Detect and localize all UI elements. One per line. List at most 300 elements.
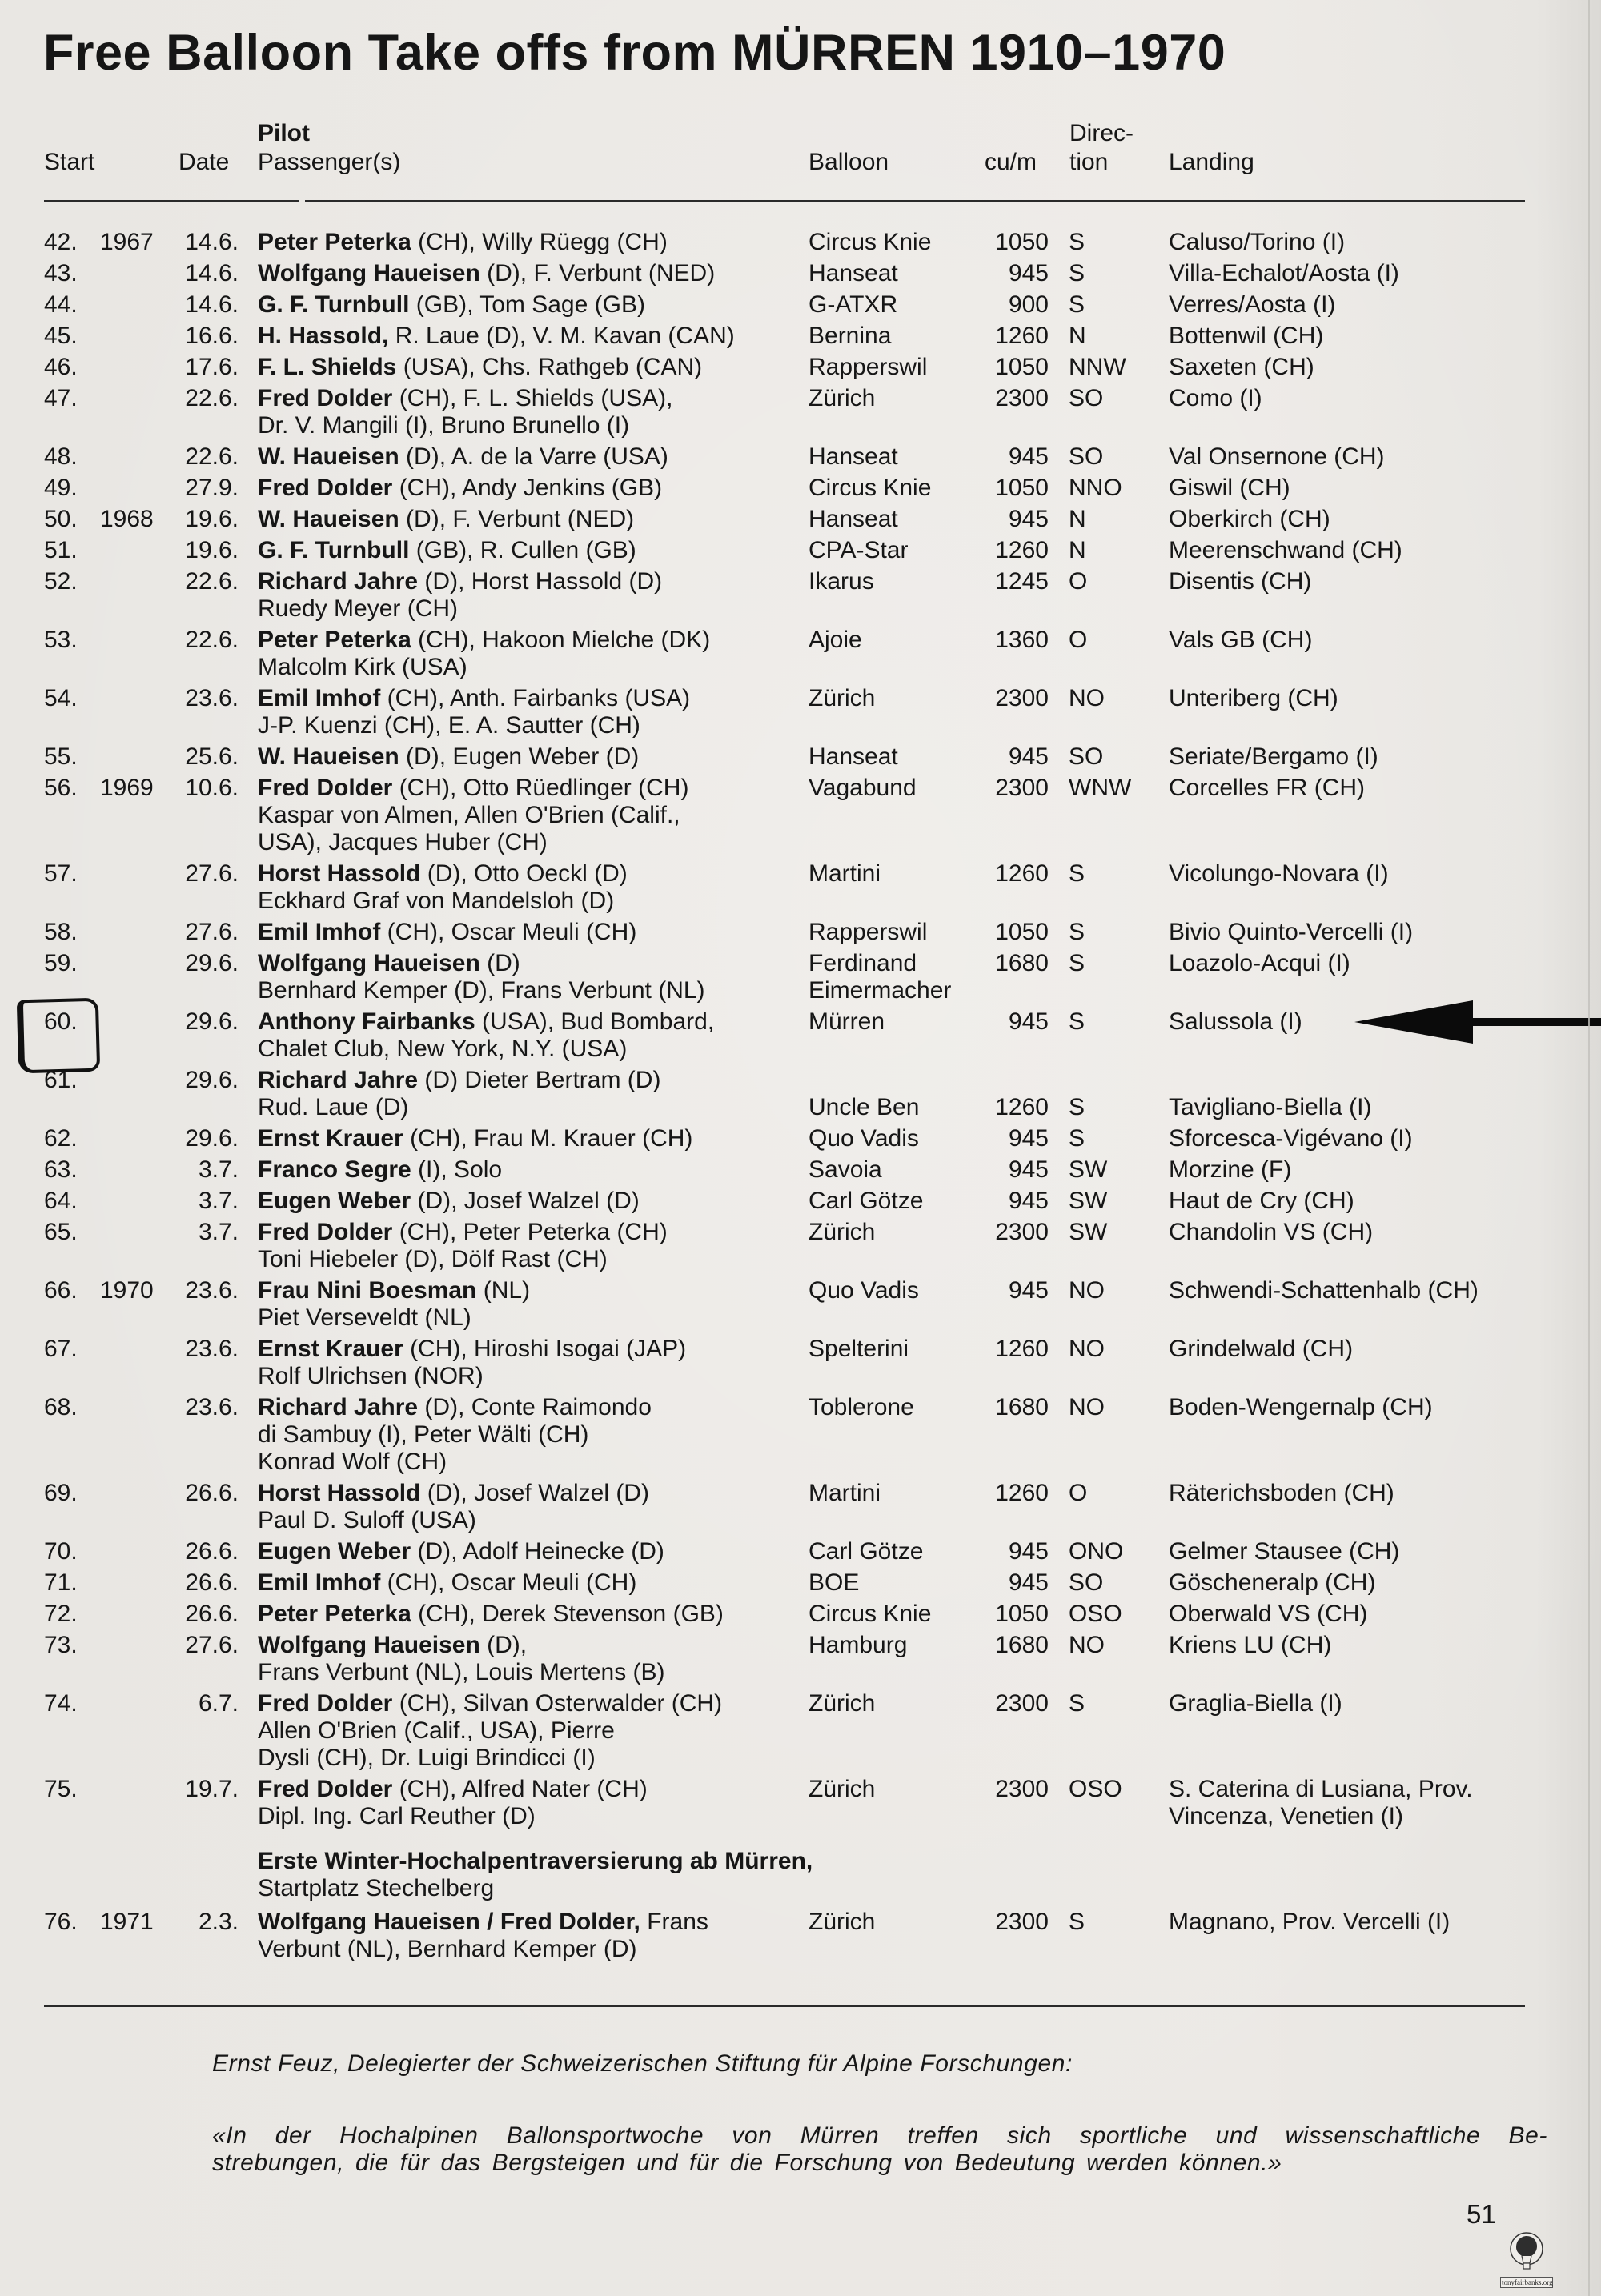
- pilot-cell: [239, 1188, 809, 1215]
- pilot-line: G. F. Turnbull (GB), R. Cullen (GB): [258, 537, 636, 563]
- pilot-line: Ernst Krauer (CH), Frau M. Krauer (CH): [258, 1125, 693, 1152]
- landing-cell: [1169, 775, 1559, 856]
- row-number: 73.: [44, 1632, 78, 1658]
- pilot-name: Fred Dolder: [258, 1219, 393, 1245]
- footer-rule: [44, 2005, 1525, 2007]
- row-year: [100, 1188, 160, 1215]
- balloon-cell: [809, 229, 969, 256]
- pilot-line: Dr. V. Mangili (I), Bruno Brunello (I): [258, 412, 630, 439]
- text-line: Sforcesca-Vigévano (I): [1169, 1125, 1413, 1152]
- balloon-cell: [809, 1067, 969, 1121]
- text-line: Hanseat: [809, 443, 898, 470]
- row-year: [100, 1067, 160, 1121]
- text-line: Saxeten (CH): [1169, 354, 1314, 380]
- balloon-cell: [809, 1601, 969, 1628]
- landing-cell: [1169, 1601, 1559, 1628]
- pilot-line: Wolfgang Haueisen (D): [258, 950, 520, 976]
- pilot-name: Richard Jahre: [258, 1394, 419, 1420]
- pilot-cell: [239, 1219, 809, 1273]
- row-number: 53.: [44, 627, 78, 653]
- balloon-cell: [809, 1632, 969, 1686]
- landing-cell: [1169, 1690, 1559, 1772]
- row-date: 27.6.: [185, 860, 239, 887]
- row-date: 26.6.: [185, 1538, 239, 1565]
- pilot-name: W. Haueisen: [258, 506, 399, 532]
- landing-cell: [1169, 1394, 1559, 1476]
- row-year: [100, 1008, 160, 1063]
- row-number: 43.: [44, 260, 78, 286]
- pilot-line: USA), Jacques Huber (CH): [258, 829, 548, 855]
- row-number: 65.: [44, 1219, 78, 1245]
- text-line: Räterichsboden (CH): [1169, 1480, 1394, 1506]
- balloon-cell: [809, 506, 969, 533]
- table-row: [0, 1538, 1601, 1565]
- cum-cell: 945: [1008, 1125, 1049, 1152]
- row-year: [100, 1336, 160, 1390]
- cum-cell: 1050: [995, 354, 1049, 380]
- text-line: Zürich: [809, 385, 876, 411]
- landing-cell: [1169, 1569, 1559, 1597]
- direction-cell: SO: [1069, 385, 1104, 411]
- row-year: 1968: [100, 506, 154, 532]
- row-year: [100, 1776, 160, 1830]
- table-row: [0, 685, 1601, 739]
- cum-cell: 1050: [995, 1601, 1049, 1627]
- balloon-cell: [809, 443, 969, 471]
- table-row: [0, 627, 1601, 681]
- column-header-passengers: Passenger(s): [258, 149, 401, 175]
- note-regular-text: Startplatz Stechelberg: [258, 1875, 495, 1901]
- pilot-cell: [239, 291, 809, 319]
- direction-cell: OSO: [1069, 1601, 1122, 1627]
- direction-cell: O: [1069, 568, 1088, 595]
- landing-cell: [1169, 860, 1559, 915]
- row-number: 68.: [44, 1394, 78, 1420]
- pilot-cell: [239, 1336, 809, 1390]
- text-line: Val Onsernone (CH): [1169, 443, 1385, 470]
- row-date: 3.7.: [198, 1156, 239, 1183]
- pilot-line: Fred Dolder (CH), F. L. Shields (USA),: [258, 385, 673, 411]
- flight-table: [0, 229, 1601, 1963]
- table-row: [0, 860, 1601, 915]
- cum-cell: 900: [1008, 291, 1049, 318]
- text-line: Disentis (CH): [1169, 568, 1312, 595]
- cum-cell: 945: [1008, 743, 1049, 770]
- text-line: Hanseat: [809, 506, 898, 532]
- text-line: Magnano, Prov. Vercelli (I): [1169, 1909, 1451, 1935]
- table-row: [0, 1219, 1601, 1273]
- cum-cell: 1680: [995, 1394, 1049, 1420]
- row-year: [100, 685, 160, 739]
- row-number: 70.: [44, 1538, 78, 1565]
- row-number: 49.: [44, 475, 78, 501]
- row-number: 76.: [44, 1909, 78, 1935]
- pilot-line: Wolfgang Haueisen / Fred Dolder, Frans: [258, 1909, 708, 1935]
- pilot-line: Peter Peterka (CH), Hakoon Mielche (DK): [258, 627, 711, 653]
- pilot-name: Wolfgang Haueisen / Fred Dolder,: [258, 1909, 640, 1935]
- row-year: [100, 1690, 160, 1772]
- balloon-cell: [809, 260, 969, 287]
- pilot-line: Bernhard Kemper (D), Frans Verbunt (NL): [258, 977, 705, 1004]
- text-line: S. Caterina di Lusiana, Prov.: [1169, 1776, 1473, 1802]
- pilot-cell: [239, 860, 809, 915]
- pilot-cell: [239, 1909, 809, 1963]
- text-line: Oberkirch (CH): [1169, 506, 1330, 532]
- row-number: 42.: [44, 229, 78, 255]
- pilot-line: Franco Segre (I), Solo: [258, 1156, 503, 1183]
- row-year: 1969: [100, 775, 154, 801]
- direction-cell: S: [1069, 1008, 1085, 1035]
- row-date: 22.6.: [185, 568, 239, 595]
- table-row: [0, 385, 1601, 439]
- cum-cell: 945: [1008, 1008, 1049, 1035]
- landing-cell: [1169, 385, 1559, 439]
- cum-cell: 945: [1008, 1156, 1049, 1183]
- row-number: 71.: [44, 1569, 78, 1596]
- landing-cell: [1169, 260, 1559, 287]
- text-line: Verres/Aosta (I): [1169, 291, 1336, 318]
- balloon-cell: [809, 950, 969, 1004]
- direction-cell: SW: [1069, 1219, 1108, 1245]
- direction-cell: NNO: [1069, 475, 1122, 501]
- pilot-cell: [239, 443, 809, 471]
- pilot-line: Paul D. Suloff (USA): [258, 1507, 476, 1533]
- page-number: 51: [1467, 2199, 1496, 2229]
- column-header-start: Start: [44, 149, 95, 175]
- pilot-line: Horst Hassold (D), Josef Walzel (D): [258, 1480, 649, 1506]
- row-year: [100, 950, 160, 1004]
- text-line: Martini: [809, 1480, 881, 1506]
- row-date: 14.6.: [185, 260, 239, 286]
- text-line: Circus Knie: [809, 1601, 932, 1627]
- pilot-name: Eugen Weber: [258, 1188, 411, 1214]
- table-row: [0, 1394, 1601, 1476]
- direction-cell: S: [1069, 1125, 1085, 1152]
- landing-cell: [1169, 1336, 1559, 1390]
- table-row: [0, 1067, 1601, 1121]
- text-line: Boden-Wengernalp (CH): [1169, 1394, 1433, 1420]
- column-header-landing: Landing: [1169, 149, 1254, 175]
- cum-cell: 2300: [995, 1690, 1049, 1717]
- pilot-line: Richard Jahre (D) Dieter Bertram (D): [258, 1067, 661, 1093]
- direction-cell: S: [1069, 229, 1085, 255]
- pilot-cell: [239, 260, 809, 287]
- table-row: [0, 1008, 1601, 1063]
- pilot-line: W. Haueisen (D), A. de la Varre (USA): [258, 443, 668, 470]
- pilot-name: Emil Imhof: [258, 1569, 381, 1596]
- pilot-cell: [239, 743, 809, 771]
- table-row: [0, 568, 1601, 623]
- pilot-line: Emil Imhof (CH), Anth. Fairbanks (USA): [258, 685, 691, 711]
- pilot-line: Richard Jahre (D), Horst Hassold (D): [258, 568, 663, 595]
- pilot-line: Fred Dolder (CH), Alfred Nater (CH): [258, 1776, 648, 1802]
- text-line: Unteriberg (CH): [1169, 685, 1338, 711]
- pilot-name: F. L. Shields: [258, 354, 397, 380]
- pilot-line: Fred Dolder (CH), Peter Peterka (CH): [258, 1219, 668, 1245]
- row-year: [100, 1632, 160, 1686]
- text-line: Circus Knie: [809, 475, 932, 501]
- direction-cell: S: [1069, 1690, 1085, 1717]
- pilot-name: Ernst Krauer: [258, 1336, 403, 1362]
- row-year: [100, 1219, 160, 1273]
- pilot-name: Peter Peterka: [258, 1601, 411, 1627]
- landing-cell: [1169, 1632, 1559, 1686]
- direction-cell: NO: [1069, 1336, 1105, 1362]
- row-date: 14.6.: [185, 291, 239, 318]
- pilot-line: Fred Dolder (CH), Otto Rüedlinger (CH): [258, 775, 689, 801]
- direction-cell: S: [1069, 260, 1085, 286]
- table-row: [0, 919, 1601, 946]
- balloon-cell: [809, 1480, 969, 1534]
- balloon-cell: [809, 1776, 969, 1830]
- pilot-line: Emil Imhof (CH), Oscar Meuli (CH): [258, 919, 637, 945]
- pilot-line: Rolf Ulrichsen (NOR): [258, 1363, 484, 1389]
- text-line: Eimermacher: [809, 977, 952, 1004]
- pilot-cell: [239, 1156, 809, 1184]
- text-line: Zürich: [809, 685, 876, 711]
- direction-cell: S: [1069, 860, 1085, 887]
- row-date: 26.6.: [185, 1601, 239, 1627]
- cum-cell: 1050: [995, 475, 1049, 501]
- cum-cell: 1260: [995, 1480, 1049, 1506]
- pilot-cell: [239, 323, 809, 350]
- pilot-line: Fred Dolder (CH), Silvan Osterwalder (CH): [258, 1690, 723, 1717]
- balloon-cell: [809, 1690, 969, 1772]
- landing-cell: [1169, 443, 1559, 471]
- row-number: 63.: [44, 1156, 78, 1183]
- row-number: 47.: [44, 385, 78, 411]
- pilot-name: G. F. Turnbull: [258, 537, 410, 563]
- cum-cell: 1680: [995, 950, 1049, 976]
- row-year: [100, 260, 160, 287]
- pilot-name: Horst Hassold: [258, 1480, 421, 1506]
- row-year: [100, 475, 160, 502]
- landing-cell: [1169, 950, 1559, 1004]
- cum-cell: 1260: [995, 1094, 1049, 1120]
- row-date: 26.6.: [185, 1569, 239, 1596]
- row-number: 51.: [44, 537, 78, 563]
- table-row: [0, 323, 1601, 350]
- pilot-cell: [239, 506, 809, 533]
- pilot-line: Wolfgang Haueisen (D), F. Verbunt (NED): [258, 260, 716, 286]
- landing-cell: [1169, 1067, 1559, 1121]
- text-line: Spelterini: [809, 1336, 909, 1362]
- direction-cell: OSO: [1069, 1776, 1122, 1802]
- table-row: [0, 1632, 1601, 1686]
- text-line: Zürich: [809, 1219, 876, 1245]
- cum-cell: 1245: [995, 568, 1049, 595]
- text-line: Bivio Quinto-Vercelli (I): [1169, 919, 1414, 945]
- footer-quote: [212, 2122, 1547, 2177]
- pilot-line: H. Hassold, R. Laue (D), V. M. Kavan (CAN): [258, 323, 735, 349]
- table-row: [0, 950, 1601, 1004]
- cum-cell: 1360: [995, 627, 1049, 653]
- row-year: [100, 919, 160, 946]
- pilot-cell: [239, 1277, 809, 1332]
- header-rule-right: [305, 200, 1525, 202]
- pilot-name: Peter Peterka: [258, 229, 411, 255]
- text-line: BOE: [809, 1569, 860, 1596]
- text-line: Savoia: [809, 1156, 882, 1183]
- table-row: [0, 537, 1601, 564]
- landing-cell: [1169, 627, 1559, 681]
- pilot-name: Frau Nini Boesman: [258, 1277, 477, 1304]
- row-year: [100, 1480, 160, 1534]
- row-number: 60.: [44, 1008, 78, 1035]
- cum-cell: 1050: [995, 229, 1049, 255]
- text-line: Quo Vadis: [809, 1125, 919, 1152]
- pilot-name: Emil Imhof: [258, 685, 381, 711]
- text-line: Zürich: [809, 1776, 876, 1802]
- text-line: [809, 1067, 969, 1094]
- row-date: 29.6.: [185, 1067, 239, 1093]
- landing-cell: [1169, 919, 1559, 946]
- pilot-line: Richard Jahre (D), Conte Raimondo: [258, 1394, 652, 1420]
- landing-cell: [1169, 743, 1559, 771]
- table-row: [0, 1156, 1601, 1184]
- text-line: Mürren: [809, 1008, 885, 1035]
- pilot-line: Emil Imhof (CH), Oscar Meuli (CH): [258, 1569, 637, 1596]
- pilot-line: Verbunt (NL), Bernhard Kemper (D): [258, 1936, 637, 1962]
- pilot-line: J-P. Kuenzi (CH), E. A. Sautter (CH): [258, 712, 640, 739]
- pilot-line: Allen O'Brien (Calif., USA), Pierre: [258, 1717, 615, 1744]
- balloon-stamp: [1500, 2231, 1553, 2288]
- cum-cell: 2300: [995, 1776, 1049, 1802]
- row-number: 72.: [44, 1601, 78, 1627]
- text-line: Gelmer Stausee (CH): [1169, 1538, 1400, 1565]
- landing-cell: [1169, 229, 1559, 256]
- cum-cell: 1680: [995, 1632, 1049, 1658]
- balloon-cell: [809, 1008, 969, 1063]
- pilot-line: Toni Hiebeler (D), Dölf Rast (CH): [258, 1246, 608, 1272]
- balloon-cell: [809, 1909, 969, 1963]
- row-date: 29.6.: [185, 1125, 239, 1152]
- column-header-direction-line2: tion: [1069, 149, 1109, 175]
- balloon-cell: [809, 385, 969, 439]
- row-date: 3.7.: [198, 1188, 239, 1214]
- landing-cell: [1169, 568, 1559, 623]
- pilot-name: H. Hassold,: [258, 323, 389, 349]
- row-year: [100, 1156, 160, 1184]
- balloon-cell: [809, 775, 969, 856]
- note-bold-text: Erste Winter-Hochalpentraversierung ab Mürren,: [258, 1848, 813, 1874]
- pilot-cell: [239, 475, 809, 502]
- text-line: Göscheneralp (CH): [1169, 1569, 1376, 1596]
- text-line: Caluso/Torino (I): [1169, 229, 1346, 255]
- pilot-cell: [239, 1480, 809, 1534]
- row-year: [100, 627, 160, 681]
- row-year: 1967: [100, 229, 154, 255]
- pilot-name: Wolfgang Haueisen: [258, 950, 480, 976]
- table-row: [0, 443, 1601, 471]
- text-line: Ferdinand: [809, 950, 917, 976]
- text-line: Vicolungo-Novara (I): [1169, 860, 1389, 887]
- cum-cell: 1260: [995, 323, 1049, 349]
- pilot-cell: [239, 1008, 809, 1063]
- pilot-line: Fred Dolder (CH), Andy Jenkins (GB): [258, 475, 663, 501]
- row-number: 55.: [44, 743, 78, 770]
- direction-cell: NO: [1069, 1277, 1105, 1304]
- row-number: 75.: [44, 1776, 78, 1802]
- pilot-cell: [239, 685, 809, 739]
- row-year: [100, 385, 160, 439]
- pilot-cell: [239, 1125, 809, 1152]
- landing-cell: [1169, 1219, 1559, 1273]
- row-number: 69.: [44, 1480, 78, 1506]
- pilot-name: Wolfgang Haueisen: [258, 1632, 480, 1658]
- direction-cell: S: [1069, 1909, 1085, 1935]
- row-number: 67.: [44, 1336, 78, 1362]
- pilot-line: Kaspar von Almen, Allen O'Brien (Calif.,: [258, 802, 680, 828]
- table-row: [0, 475, 1601, 502]
- balloon-cell: [809, 537, 969, 564]
- balloon-cell: [809, 919, 969, 946]
- pilot-name: Eugen Weber: [258, 1538, 411, 1565]
- cum-cell: 945: [1008, 1188, 1049, 1214]
- pilot-name: Fred Dolder: [258, 1776, 393, 1802]
- text-line: Hanseat: [809, 743, 898, 770]
- pilot-line: Piet Verseveldt (NL): [258, 1304, 471, 1331]
- pilot-line: W. Haueisen (D), Eugen Weber (D): [258, 743, 640, 770]
- pilot-cell: [239, 1690, 809, 1772]
- row-year: [100, 537, 160, 564]
- cum-cell: 2300: [995, 775, 1049, 801]
- text-line: Hamburg: [809, 1632, 908, 1658]
- balloon-cell: [809, 1125, 969, 1152]
- pilot-cell: [239, 385, 809, 439]
- pilot-name: Peter Peterka: [258, 627, 411, 653]
- table-row: [0, 291, 1601, 319]
- balloon-cell: [809, 291, 969, 319]
- table-row: [0, 1125, 1601, 1152]
- cum-cell: 1050: [995, 919, 1049, 945]
- hand-drawn-circle-marker: [17, 998, 100, 1074]
- balloon-cell: [809, 1336, 969, 1390]
- text-line: Meerenschwand (CH): [1169, 537, 1402, 563]
- text-line: Vagabund: [809, 775, 917, 801]
- pilot-cell: [239, 950, 809, 1004]
- stamp-label: tonyfairbanks.org: [1502, 2278, 1553, 2286]
- balloon-cell: [809, 475, 969, 502]
- table-row: [0, 775, 1601, 856]
- row-number: 54.: [44, 685, 78, 711]
- cum-cell: 945: [1008, 1538, 1049, 1565]
- direction-cell: N: [1069, 506, 1086, 532]
- direction-cell: O: [1069, 627, 1088, 653]
- balloon-cell: [809, 1277, 969, 1332]
- pilot-line: Dysli (CH), Dr. Luigi Brindicci (I): [258, 1745, 596, 1771]
- direction-cell: SO: [1069, 443, 1104, 470]
- pilot-line: Ruedy Meyer (CH): [258, 595, 459, 622]
- row-date: 16.6.: [185, 323, 239, 349]
- text-line: Haut de Cry (CH): [1169, 1188, 1354, 1214]
- table-row: [0, 1690, 1601, 1772]
- pilot-line: Chalet Club, New York, N.Y. (USA): [258, 1036, 628, 1062]
- direction-cell: O: [1069, 1480, 1088, 1506]
- table-row: [0, 260, 1601, 287]
- landing-cell: [1169, 475, 1559, 502]
- table-row: [0, 1480, 1601, 1534]
- balloon-cell: [809, 1394, 969, 1476]
- text-line: Uncle Ben: [809, 1094, 920, 1120]
- text-line: Oberwald VS (CH): [1169, 1601, 1368, 1627]
- cum-cell: 2300: [995, 685, 1049, 711]
- balloon-cell: [809, 627, 969, 681]
- row-year: [100, 1538, 160, 1565]
- cum-cell: 1260: [995, 537, 1049, 563]
- row-number: 64.: [44, 1188, 78, 1214]
- pilot-cell: [239, 1632, 809, 1686]
